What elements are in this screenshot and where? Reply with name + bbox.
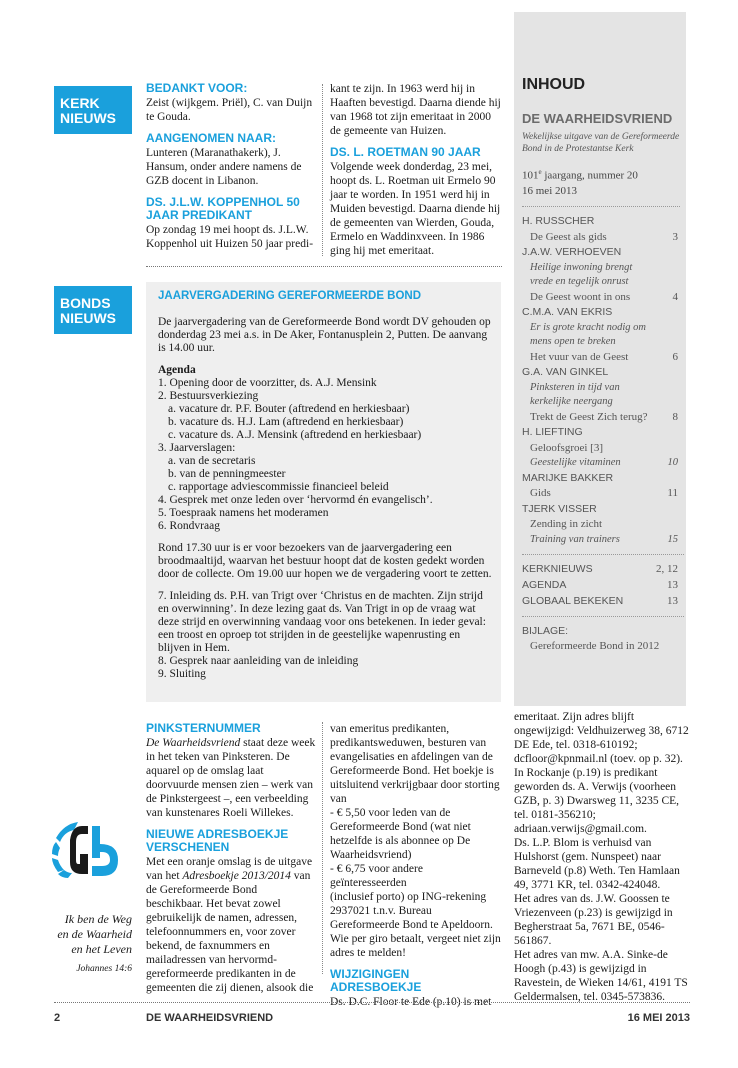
inhoud-subtitle: Wekelijkse uitgave van de Gereformeerde Bond in de Protestantse Kerk bbox=[522, 132, 680, 154]
inhoud-author: H. RUSSCHER bbox=[522, 215, 595, 227]
jaargang-number: 101 bbox=[522, 169, 539, 182]
aangenomen-heading: AANGENOMEN NAAR: bbox=[146, 131, 276, 145]
agenda-item: b. van de penningmeester bbox=[168, 468, 286, 480]
agenda-item: 1. Opening door de voorzitter, ds. A.J. Mensink bbox=[158, 377, 377, 389]
inhoud-entry-title: De Geest als gids bbox=[530, 230, 607, 243]
bijlage-text: Gereformeerde Bond in 2012 bbox=[530, 640, 660, 652]
adres-ital: Adresboekje 2013/2014 bbox=[182, 870, 291, 882]
column-divider bbox=[322, 84, 323, 256]
inhoud-section-row bbox=[522, 561, 684, 577]
inhoud-author: H. LIEFTING bbox=[522, 426, 583, 438]
agenda-item: 2. Bestuursverkiezing bbox=[158, 390, 259, 402]
section-divider bbox=[146, 266, 502, 267]
inhoud-entry bbox=[522, 517, 684, 533]
quote-reference: Johannes 14:6 bbox=[76, 964, 132, 974]
inhoud-entry-title: Training van trainers bbox=[530, 533, 620, 545]
inhoud-entry-title: Er is grote kracht nodig om mens open te breken bbox=[530, 321, 646, 347]
agenda-item: c. vacature ds. A.J. Mensink (aftredend en herkiesbaar) bbox=[168, 429, 422, 441]
agenda-item-8: 8. Gesprek naar aanleiding van de inleiding bbox=[158, 655, 359, 667]
jaarvergadering-heading: JAARVERGADERING GEREFORMEERDE BOND bbox=[158, 290, 422, 302]
quote-block bbox=[40, 912, 132, 977]
agenda-item: 3. Jaarverslagen: bbox=[158, 442, 236, 454]
bijlage-label: BIJLAGE: bbox=[522, 625, 569, 637]
inhoud-section-name: GLOBAAL BEKEKEN bbox=[522, 595, 624, 607]
inhoud-entry bbox=[522, 441, 684, 457]
inhoud-entry-title: Trekt de Geest Zich terug? bbox=[530, 410, 648, 423]
inhoud-entry bbox=[522, 410, 684, 426]
aangenomen-text: Lunteren (Maranathakerk), J. Hansum, onder andere namens de GZB docent in Libanon. bbox=[146, 147, 302, 187]
inhoud-list bbox=[522, 214, 684, 655]
inhoud-entry-title: Geloofsgroei [3] bbox=[530, 441, 604, 454]
bedankt-text: Zeist (wijkgem. Priël), C. van Duijn te Gouda. bbox=[146, 97, 313, 123]
koppenhol-heading: DS. J.L.W. KOPPENHOL 50 JAAR PREDIKANT bbox=[146, 195, 300, 222]
inhoud-entry-title: Gids bbox=[530, 487, 551, 499]
kerknieuws-col1 bbox=[146, 82, 314, 251]
inhoud-top-divider bbox=[522, 206, 680, 207]
inhoud-entry-page: 4 bbox=[672, 290, 678, 303]
jaargang-text: jaargang, nummer 20 bbox=[541, 169, 638, 182]
pinkster-magazine: De Waarheidsvriend bbox=[146, 737, 241, 749]
inhoud-entry-page: 11 bbox=[667, 487, 678, 499]
inhoud-section-name: KERKNIEUWS bbox=[522, 563, 593, 575]
jaarvergadering-intro: De jaarvergadering van de Gereformeerde Bond wordt DV gehouden op donderdag 23 mei a.s. in De Aker, Fontanusplein 2, Putten. De aanvang is 14.00 uur. bbox=[158, 316, 491, 354]
adresboekje-heading: NIEUWE ADRESBOEKJE VERSCHENEN bbox=[146, 827, 289, 854]
kerknieuws-col2 bbox=[330, 82, 502, 258]
inhoud-magazine: DE WAARHEIDSVRIEND bbox=[522, 111, 673, 126]
roetman-text: Volgende week donderdag, 23 mei, hoopt ds. L. Roetman uit Ermelo 90 jaar te worden. In 1951 werd hij in Muiden bevestigd. Daarna diende hij de gemeenten van Wierden, Gouda, Ermelo en Waddinxveen. In 1986 ging hij met emeritaat. bbox=[330, 161, 501, 257]
bottom-column-divider bbox=[322, 722, 323, 974]
koppenhol-text: Op zondag 19 mei hoopt ds. J.L.W. Koppenhol uit Huizen 50 jaar predi- bbox=[146, 224, 314, 250]
agenda-item: b. vacature ds. H.J. Lam (aftredend en herkiesbaar) bbox=[168, 416, 404, 428]
agenda-item: 6. Rondvraag bbox=[158, 520, 220, 532]
footer-divider bbox=[54, 1002, 690, 1003]
inhoud-entry-title: Het vuur van de Geest bbox=[530, 350, 629, 363]
bottom-col3 bbox=[514, 710, 690, 1004]
inhoud-entry bbox=[522, 486, 684, 502]
inhoud-entry bbox=[522, 290, 684, 306]
inhoud-section-row bbox=[522, 593, 684, 609]
inhoud-date: 16 mei 2013 bbox=[522, 184, 577, 197]
jaarvergadering-body bbox=[158, 316, 493, 681]
inhoud-author: MARIJKE BAKKER bbox=[522, 471, 614, 484]
agenda-item: 4. Gesprek met onze leden over ‘hervormd én evangelisch’. bbox=[158, 494, 433, 506]
inhoud-entry bbox=[522, 381, 684, 410]
gb-logo-icon bbox=[48, 818, 130, 900]
agenda-item: 5. Toespraak namens het moderamen bbox=[158, 507, 329, 519]
inhoud-entry bbox=[522, 230, 684, 246]
inhoud-author: J.A.W. VERHOEVEN bbox=[522, 246, 622, 258]
inhoud-divider bbox=[522, 554, 684, 555]
inhoud-entry bbox=[522, 261, 684, 290]
pinkster-body: staat deze week in het teken van Pinksteren. De aquarel op de omslag laat doorvuurde mensen zien – werk van de Pinkstergeest –, een verbeelding van kunstenares Roeli Willekes. bbox=[146, 737, 316, 819]
bottom-col2 bbox=[330, 722, 502, 1009]
pinkster-heading: PINKSTERNUMMER bbox=[146, 721, 261, 735]
quote-line-2: en de Waarheid bbox=[57, 927, 132, 941]
kerknieuws-label: KERK NIEUWS bbox=[54, 86, 132, 134]
inhoud-divider bbox=[522, 616, 684, 617]
inhoud-entry-title: Pinksteren in tijd van kerkelijke neergang bbox=[530, 381, 620, 407]
adres-a: Met een oranje omslag is de uitgave van het bbox=[146, 856, 313, 882]
agenda-item: a. van de secretaris bbox=[168, 455, 256, 467]
inhoud-title: INHOUD bbox=[522, 76, 586, 93]
adres-b: van de Gereformeerde Bond beschikbaar. Het bevat zowel gebruikelijk de namen, adressen, telefoonnummers en, voor zover bekend, de faxnummers en mailadressen van hervormd-gereformeerde predikanten in de gemeenten die zij dienen, alsook die bbox=[146, 870, 314, 994]
inhoud-entry-title: Geestelijke vitaminen bbox=[530, 457, 621, 468]
inhoud-entry bbox=[522, 321, 684, 350]
inhoud-entry-title: Heilige inwoning brengt vrede en tegelijk onrust bbox=[530, 261, 633, 287]
roetman-heading: DS. L. ROETMAN 90 JAAR bbox=[330, 145, 481, 159]
inhoud-entry bbox=[522, 350, 684, 366]
inhoud-entry bbox=[522, 533, 684, 548]
wijzigingen-heading: WIJZIGINGEN ADRESBOEKJE bbox=[330, 967, 422, 994]
quote-line-3: en het Leven bbox=[71, 942, 132, 956]
inhoud-issue bbox=[522, 165, 638, 199]
jaarvergadering-box bbox=[146, 282, 501, 702]
inhoud-author: C.M.A. VAN EKRIS bbox=[522, 306, 613, 318]
inhoud-entry-page: 10 bbox=[667, 457, 678, 468]
agenda-block bbox=[158, 364, 493, 533]
footer-magazine: DE WAARHEIDSVRIEND bbox=[146, 1012, 274, 1024]
inhoud-section-name: AGENDA bbox=[522, 579, 567, 591]
jaargang-sup: e bbox=[538, 168, 542, 176]
jaarvergadering-para3: 7. Inleiding ds. P.H. van Trigt over ‘Christus en de machten. Zijn strijd en overwinning’. In deze lezing gaat ds. Van Trigt in op de vraag wat deze strijd en overwinning vandaag voor ons betekenen. In ieder geval: een troost en oproep tot strijden in de geestelijke wapenrusting en blijven in Hem. bbox=[158, 590, 486, 654]
pinkster-text bbox=[146, 736, 316, 820]
inhoud-author: G.A. VAN GINKEL bbox=[522, 366, 609, 378]
agenda-title: Agenda bbox=[158, 364, 196, 376]
quote-line-1: Ik ben de Weg bbox=[64, 912, 132, 926]
inhoud-author: TJERK VISSER bbox=[522, 502, 597, 515]
inhoud-sidebar bbox=[514, 12, 686, 706]
adresboekje-cont: van emeritus predikanten, predikantsweduwen, besturen van evangelisaties en afdelingen van de Gereformeerde Bond. Het boekje is uitsluitend verkrijgbaar door storting van - € 5,50 voor leden van de Gereformeerde Bond (wat niet hetzelfde is als abonnee op De Waarheidsvriend) - € 6,75 voor andere geïnteresseerden (inclusief porto) op ING-rekening 2937021 t.n.v. Bureau Gereformeerde Bond te Apeldoorn. Wie per giro betaalt, vergeet niet zijn adres te melden! bbox=[330, 723, 501, 959]
inhoud-entry-page: 3 bbox=[672, 230, 678, 243]
koppenhol-cont: kant te zijn. In 1963 werd hij in Haaften bevestigd. Daarna diende hij van 1968 tot zijn emeritaat in 2000 de gemeente van Huizen. bbox=[330, 83, 501, 137]
inhoud-entry-title: De Geest woont in ons bbox=[530, 290, 631, 303]
inhoud-entry bbox=[522, 456, 684, 471]
inhoud-entry-page: 8 bbox=[672, 410, 678, 423]
inhoud-entry-page: 15 bbox=[667, 533, 678, 545]
agenda-item-9: 9. Sluiting bbox=[158, 668, 206, 680]
inhoud-entry-page: 6 bbox=[672, 350, 678, 363]
agenda-list bbox=[158, 377, 493, 533]
wijzigingen-text: Ds. D.C. Floor te Ede (p.10) is met bbox=[330, 996, 492, 1008]
inhoud-section-page: 13 bbox=[667, 579, 678, 591]
wijzigingen-cont: emeritaat. Zijn adres blijft ongewijzigd: Veldhuizerweg 38, 6712 DE Ede, tel. 0318-610192; dcfloor@kpnmail.nl (toev. op p. 32). In Rockanje (p.19) is predikant geworden ds. A. Verwijs (voorheen GZB, p. 3) Dwarsweg 11, 3235 CE, tel. 0181-356210; adriaan.verwijs@gmail.com. Ds. L.P. Blom is verhuisd van Hulshorst (gem. Nunspeet) naar Barneveld (p.8) Weth. Ten Hamlaan 49, 3771 KR, tel. 0342-424048. Het adres van ds. J.W. Goossen te Vriezenveen (p.23) is gewijzigd in Begherstraat 5a, 7671 BE, 0546-561867. Het adres van mw. A.A. Sinke-de Hoogh (p.43) is gewijzigd in Ravestein, de Wieken 14/61, 4191 TS Geldermalsen, tel. 0345-573836. bbox=[514, 711, 689, 1003]
adresboekje-text bbox=[146, 855, 316, 995]
inhoud-section-row bbox=[522, 577, 684, 593]
footer-date: 16 MEI 2013 bbox=[627, 1012, 690, 1024]
jaarvergadering-para2: Rond 17.30 uur is er voor bezoekers van de jaarvergadering een broodmaaltijd, waarvan het bestuur hoopt dat de kosten gedekt worden door de collecte. Om 19.00 uur hopen we de vergadering voort te zetten. bbox=[158, 542, 492, 580]
footer-page-number: 2 bbox=[54, 1012, 61, 1024]
agenda-item: a. vacature dr. P.F. Bouter (aftredend en herkiesbaar) bbox=[168, 403, 410, 415]
inhoud-entry-title: Zending in zicht bbox=[530, 518, 603, 530]
agenda-item: c. rapportage adviescommissie financieel beleid bbox=[168, 481, 389, 493]
bondsnieuws-label: BONDS NIEUWS bbox=[54, 286, 132, 334]
bottom-col1 bbox=[146, 722, 316, 995]
inhoud-section-page: 13 bbox=[667, 595, 678, 607]
bedankt-heading: BEDANKT VOOR: bbox=[146, 81, 248, 95]
inhoud-section-page: 2, 12 bbox=[656, 563, 678, 575]
